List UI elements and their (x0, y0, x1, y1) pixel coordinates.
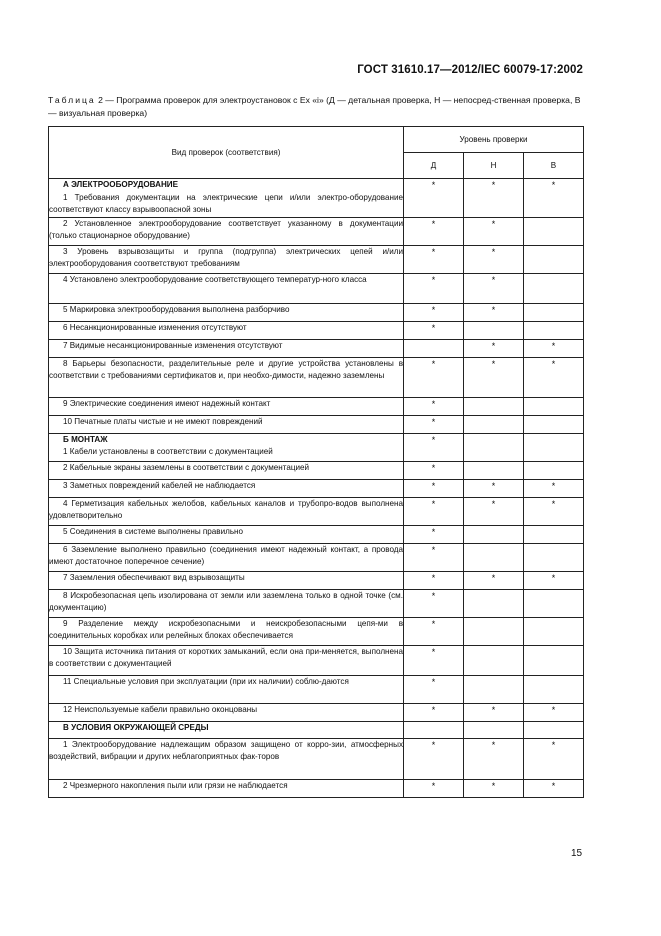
row-description (49, 571, 404, 589)
check-text: 3 Уровень взрывозащиты и группа (подгруппа) электрических цепей и/или электрооборудования соответствуют требованиям (49, 246, 403, 269)
mark-d: * (404, 645, 464, 675)
row-description (49, 397, 404, 415)
mark-v (524, 217, 584, 245)
mark-v (524, 675, 584, 703)
table-row (49, 721, 584, 738)
mark-v: * (524, 479, 584, 497)
row-description (49, 339, 404, 357)
row-description (49, 179, 404, 218)
level-d: Д (404, 153, 464, 179)
mark-v (524, 321, 584, 339)
check-text: 1 Требования документации на электрические цепи и/или электро-оборудование соответствуют классу взрывоопасной зоны (49, 192, 403, 215)
row-description (49, 675, 404, 703)
mark-v (524, 645, 584, 675)
mark-d: * (404, 738, 464, 779)
page-number: 15 (571, 848, 583, 859)
mark-n (464, 321, 524, 339)
table-row (49, 525, 584, 543)
mark-d: * (404, 179, 464, 218)
table-row (49, 589, 584, 617)
mark-d: * (404, 543, 464, 571)
inspection-table (48, 126, 584, 798)
mark-d: * (404, 571, 464, 589)
mark-d: * (404, 357, 464, 397)
table-row (49, 497, 584, 525)
document-header: ГОСТ 31610.17—2012/IEC 60079-17:2002 (357, 64, 583, 76)
mark-n: * (464, 245, 524, 273)
mark-d: * (404, 589, 464, 617)
check-text: 5 Соединения в системе выполнены правильно (63, 526, 244, 536)
table-row (49, 245, 584, 273)
table-body (49, 179, 584, 798)
column-header-level: Уровень проверки (404, 127, 584, 153)
mark-n: * (464, 738, 524, 779)
check-text: 8 Барьеры безопасности, разделительные реле и другие устройства установлены в соответствии с требованиями сертификатов и, при необхо-димости, надежно заземлены (49, 358, 403, 381)
check-text: 7 Видимые несанкционированные изменения отсутствуют (63, 340, 283, 350)
table-row (49, 571, 584, 589)
table-row (49, 645, 584, 675)
mark-v (524, 525, 584, 543)
mark-v (524, 543, 584, 571)
row-description (49, 497, 404, 525)
table-row (49, 461, 584, 479)
mark-d: * (404, 433, 464, 461)
caption-text: 2 — Программа проверок для электроустановок с Ex «i» (Д — детальная проверка, Н — непосред-ственная проверка, В — визуальная проверка) (48, 95, 581, 118)
row-description (49, 738, 404, 779)
table-row (49, 675, 584, 703)
mark-n: * (464, 571, 524, 589)
mark-v: * (524, 339, 584, 357)
section-title: Б МОНТАЖ (63, 434, 108, 444)
mark-d: * (404, 479, 464, 497)
check-text: 2 Установленное электрооборудование соответствует указанному в документации (только стационарное оборудование) (49, 218, 403, 241)
mark-n (464, 589, 524, 617)
check-text: 1 Электрооборудование надлежащим образом защищено от корро-зии, атмосферных воздействий, вибрации и других неблагоприятных фак-торов (49, 739, 403, 762)
table-row (49, 738, 584, 779)
check-text: 10 Печатные платы чистые и не имеют повреждений (63, 416, 263, 426)
row-description (49, 543, 404, 571)
mark-v: * (524, 357, 584, 397)
mark-n: * (464, 339, 524, 357)
row-description (49, 779, 404, 797)
mark-v (524, 273, 584, 303)
table-caption (48, 94, 584, 120)
mark-n: * (464, 357, 524, 397)
section-title: А ЭЛЕКТРООБОРУДОВАНИЕ (63, 180, 179, 189)
mark-d: * (404, 703, 464, 721)
row-description (49, 721, 404, 738)
row-description (49, 245, 404, 273)
mark-n (464, 397, 524, 415)
table-row (49, 217, 584, 245)
check-text: 5 Маркировка электрооборудования выполнена разборчиво (63, 304, 290, 314)
mark-n (464, 721, 524, 738)
mark-d: * (404, 273, 464, 303)
mark-n: * (464, 779, 524, 797)
mark-d: * (404, 303, 464, 321)
mark-n (464, 525, 524, 543)
mark-v (524, 433, 584, 461)
row-description (49, 217, 404, 245)
mark-d: * (404, 245, 464, 273)
mark-n: * (464, 217, 524, 245)
mark-n (464, 617, 524, 645)
table-row (49, 397, 584, 415)
column-header-inspection-type: Вид проверок (соответствия) (49, 127, 404, 179)
check-text: 2 Кабельные экраны заземлены в соответствии с документацией (63, 462, 310, 472)
row-description (49, 617, 404, 645)
table-row (49, 479, 584, 497)
table-row (49, 415, 584, 433)
row-description (49, 273, 404, 303)
mark-v: * (524, 497, 584, 525)
check-text: 3 Заметных повреждений кабелей не наблюдается (63, 480, 256, 490)
level-v: В (524, 153, 584, 179)
row-description (49, 433, 404, 461)
mark-v (524, 461, 584, 479)
check-text: 12 Неиспользуемые кабели правильно оконцованы (63, 704, 258, 714)
table-row (49, 543, 584, 571)
mark-v (524, 721, 584, 738)
mark-d: * (404, 461, 464, 479)
mark-n (464, 461, 524, 479)
mark-d: * (404, 675, 464, 703)
check-text: 9 Электрические соединения имеют надежный контакт (63, 398, 271, 408)
row-description (49, 303, 404, 321)
mark-d: * (404, 525, 464, 543)
mark-d: * (404, 321, 464, 339)
section-title: В УСЛОВИЯ ОКРУЖАЮЩЕЙ СРЕДЫ (63, 722, 209, 732)
mark-n: * (464, 479, 524, 497)
mark-d: * (404, 497, 464, 525)
mark-n: * (464, 303, 524, 321)
mark-d: * (404, 415, 464, 433)
table-row (49, 779, 584, 797)
row-description (49, 321, 404, 339)
mark-d (404, 339, 464, 357)
mark-n (464, 433, 524, 461)
mark-v (524, 303, 584, 321)
table-row (49, 433, 584, 461)
mark-v (524, 245, 584, 273)
table-row (49, 357, 584, 397)
mark-v: * (524, 738, 584, 779)
row-description (49, 525, 404, 543)
check-text: 6 Несанкционированные изменения отсутствуют (63, 322, 247, 332)
row-description (49, 479, 404, 497)
table-row (49, 273, 584, 303)
mark-d: * (404, 397, 464, 415)
check-text: 11 Специальные условия при эксплуатации (при их наличии) соблю-даются (63, 676, 349, 686)
level-n: Н (464, 153, 524, 179)
mark-n: * (464, 497, 524, 525)
table-row (49, 303, 584, 321)
table-row (49, 179, 584, 218)
check-text: 9 Разделение между искробезопасными и неискробезопасными цепя-ми в соединительных коробках или релейных блоках обеспечивается (49, 618, 403, 641)
check-text: 4 Установлено электрооборудование соответствующего температур-ного класса (63, 274, 367, 284)
check-text: 6 Заземление выполнено правильно (соединения имеют надежный контакт, а провода имеют достаточное поперечное сечение) (49, 544, 403, 567)
mark-n (464, 645, 524, 675)
check-text: 1 Кабели установлены в соответствии с документацией (63, 447, 273, 457)
mark-v (524, 415, 584, 433)
mark-v: * (524, 779, 584, 797)
mark-d: * (404, 217, 464, 245)
mark-n: * (464, 179, 524, 218)
mark-n: * (464, 273, 524, 303)
mark-n (464, 543, 524, 571)
mark-d: * (404, 779, 464, 797)
mark-d: * (404, 617, 464, 645)
check-text: 4 Герметизация кабельных желобов, кабельных каналов и трубопро-водов выполнена удовлетворительно (49, 498, 403, 521)
check-text: 8 Искробезопасная цепь изолирована от земли или заземлена только в одной точке (см. документацию) (49, 590, 403, 613)
caption-label: Таблица (48, 95, 96, 105)
check-text: 2 Чрезмерного накопления пыли или грязи не наблюдается (63, 780, 288, 790)
row-description (49, 461, 404, 479)
mark-v: * (524, 179, 584, 218)
mark-d (404, 721, 464, 738)
check-text: 10 Защита источника питания от коротких замыканий, если она при-меняется, выполнена в соответствии с документацией (49, 646, 403, 669)
table-row (49, 321, 584, 339)
mark-v: * (524, 571, 584, 589)
mark-v: * (524, 703, 584, 721)
mark-v (524, 617, 584, 645)
mark-n (464, 415, 524, 433)
mark-v (524, 589, 584, 617)
row-description (49, 589, 404, 617)
table-row (49, 617, 584, 645)
check-text: 7 Заземления обеспечивают вид взрывозащиты (63, 572, 245, 582)
table-row (49, 339, 584, 357)
table-row (49, 703, 584, 721)
row-description (49, 357, 404, 397)
mark-n (464, 675, 524, 703)
row-description (49, 703, 404, 721)
row-description (49, 645, 404, 675)
mark-v (524, 397, 584, 415)
mark-n: * (464, 703, 524, 721)
row-description (49, 415, 404, 433)
